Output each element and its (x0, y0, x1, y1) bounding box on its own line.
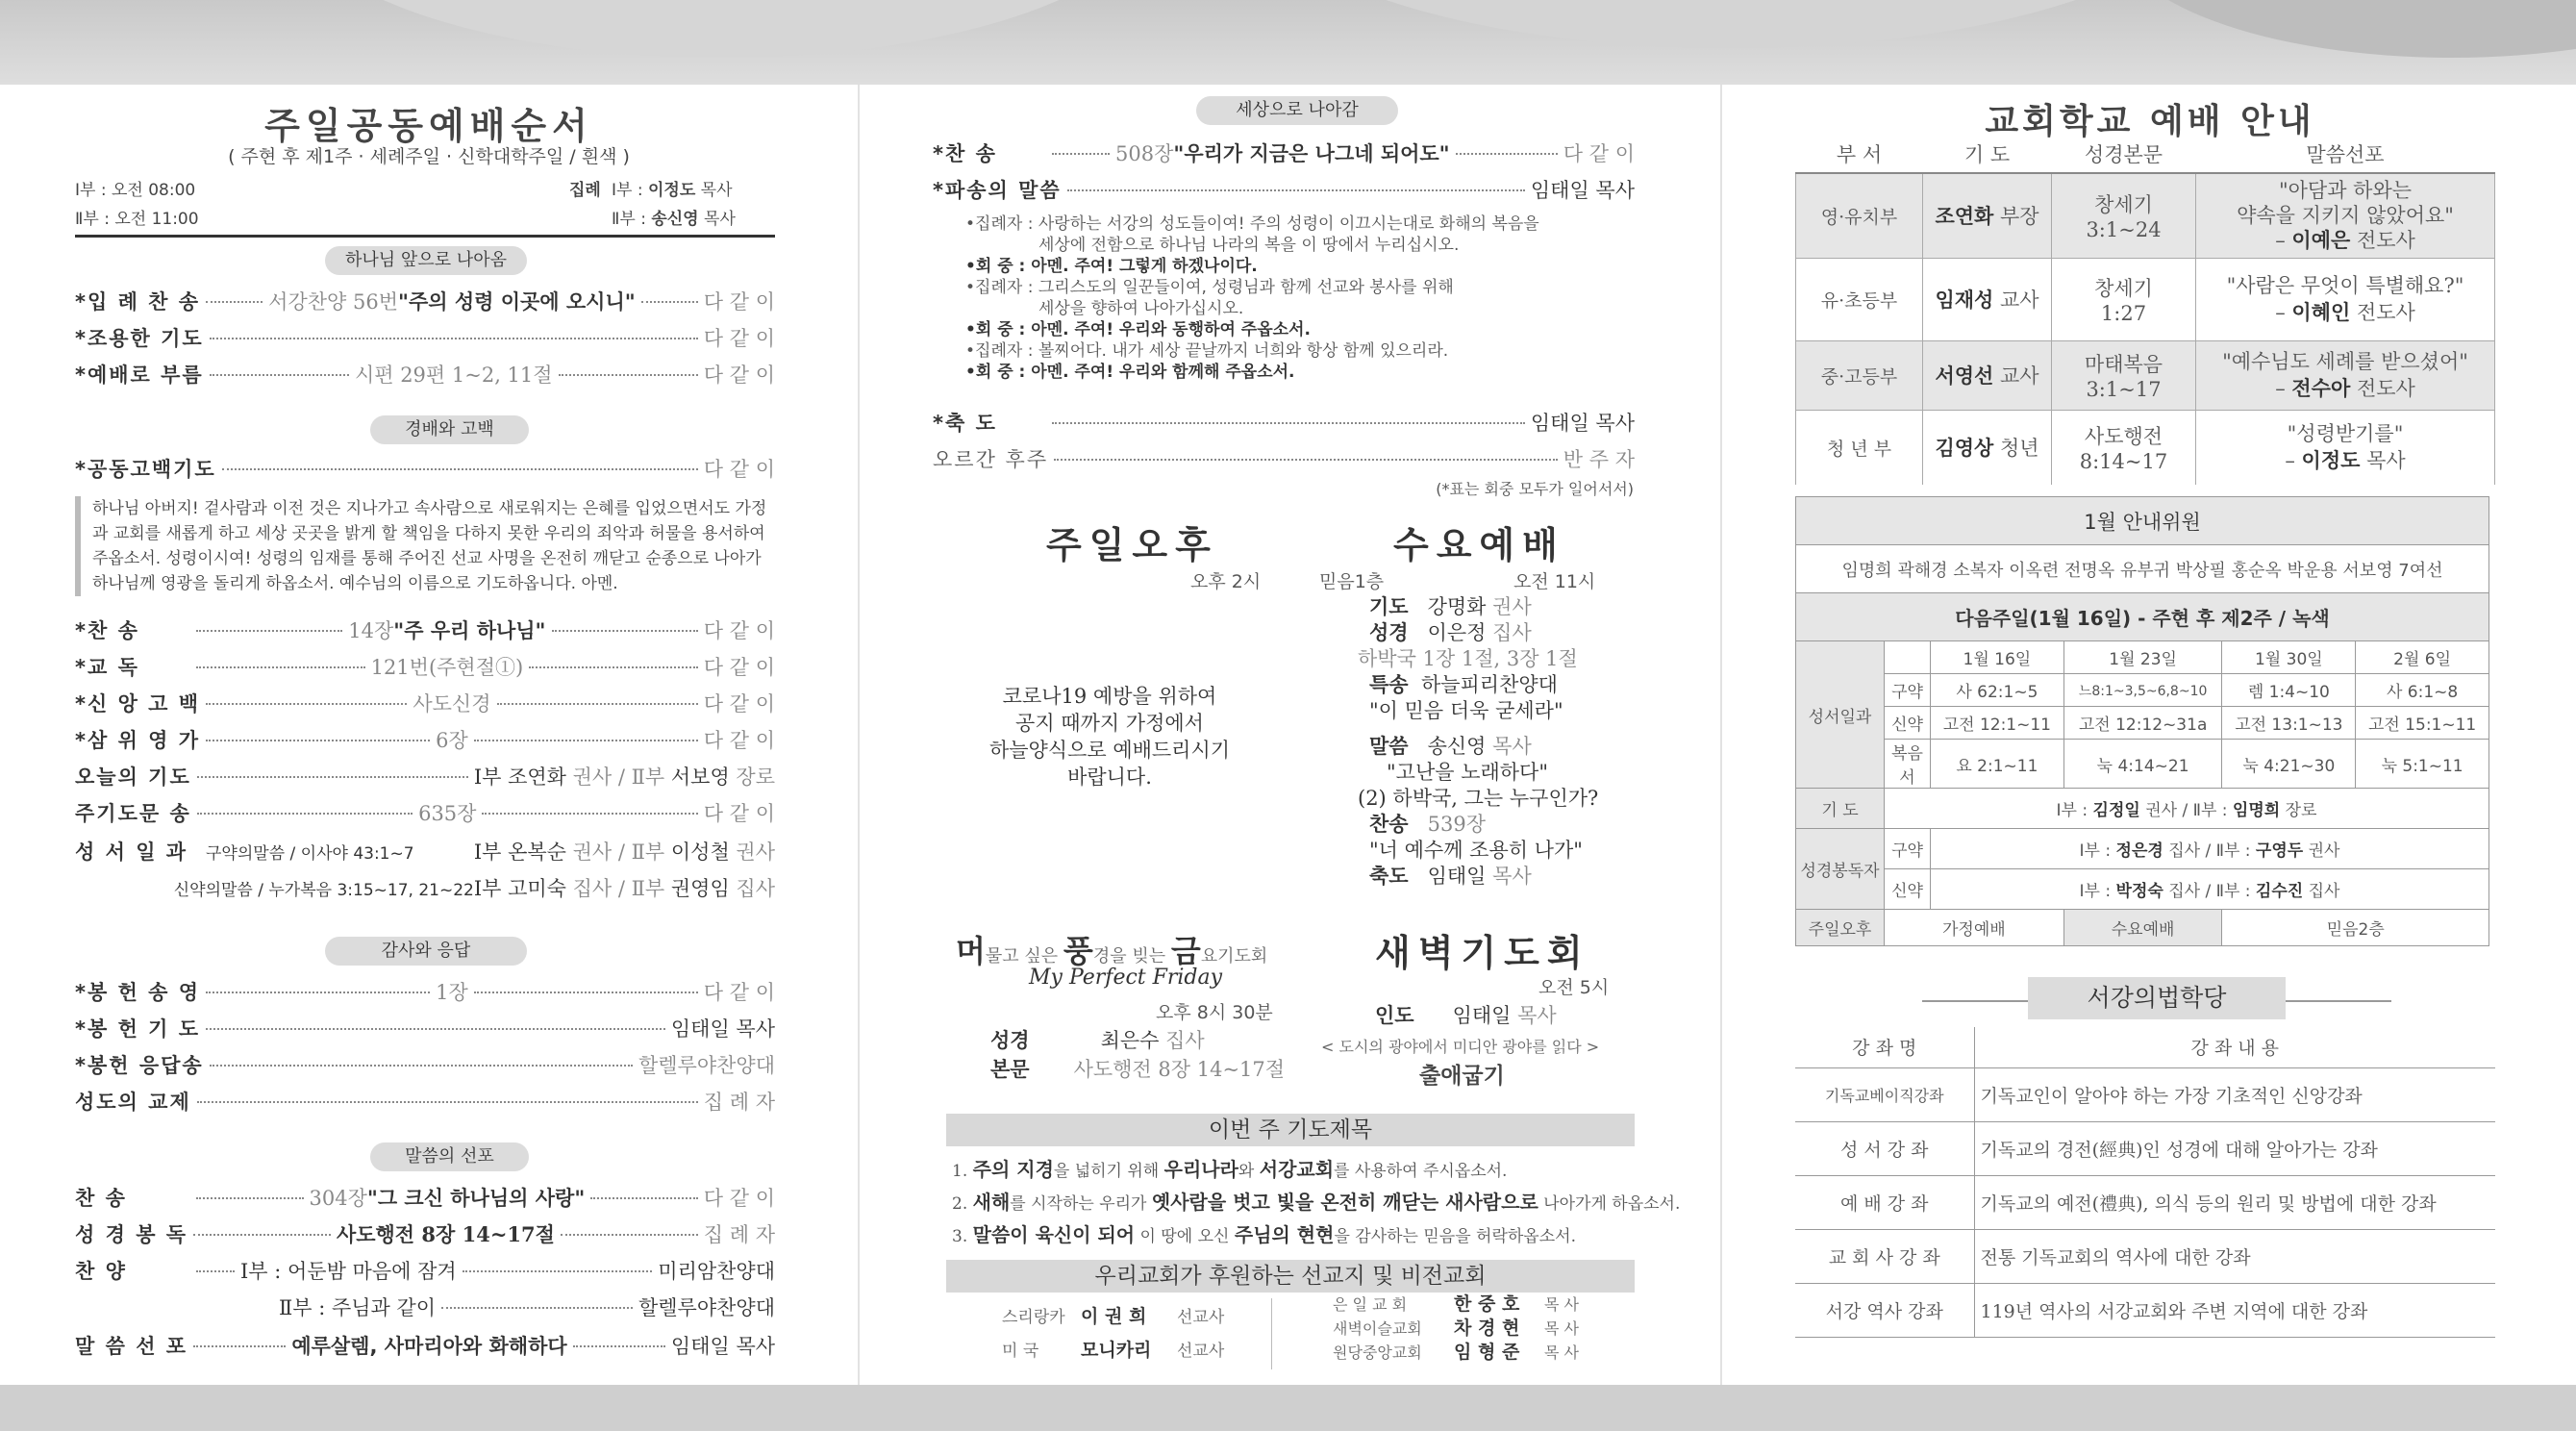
order-row-offering-hymn (75, 977, 775, 1006)
table-row: 예 배 강 좌 기독교의 예전(禮典), 의식 등의 원리 및 방법에 대한 강좌 (1795, 1175, 2495, 1229)
service2-time: Ⅱ부 : 오전 11:00 (75, 210, 199, 229)
order-row-praise (75, 1256, 775, 1285)
leader-dots (573, 1345, 665, 1347)
leader-dots (197, 813, 413, 815)
table-row: 구약 사 62:1~5 느8:1~3,5~6,8~10 렘 1:4~10 사 6:1~8 (1796, 674, 2489, 707)
row-end: 임태일 목사 (670, 1335, 776, 1358)
wednesday-time: 오전 11시 (1513, 571, 1596, 592)
friday-text: 본문 사도행전 8장 14~17절 (990, 1058, 1286, 1081)
wed-hymn-title: "너 예수께 조용히 나가" (1369, 839, 1583, 862)
wed-prayer: 기도 강명화 권사 (1369, 595, 1532, 618)
order-row-postlude (933, 444, 1635, 473)
leader-dots (474, 992, 698, 993)
row-end: 다 같 이 (703, 619, 775, 642)
school-title: 교회학교 예배 안내 (1985, 102, 2315, 141)
leader-dots (210, 1065, 633, 1067)
wed-sermon-sub: (2) 하박국, 그는 누구인가? (1358, 787, 1599, 810)
wednesday-details (1348, 594, 1598, 890)
section-pill-worship: 경배와 고백 (370, 415, 529, 444)
table-header: 부 서 기 도 성경본문 말씀선포 (1796, 135, 2495, 173)
wed-special-song: 특송 하늘피리찬양대 (1369, 673, 1558, 696)
school2-rule-right (2286, 1000, 2391, 1002)
order-row-today-prayer (75, 762, 775, 791)
sending-dialogue (965, 213, 1539, 383)
row-label: 성 경 봉 독 (75, 1223, 188, 1246)
table-row: 임명희 곽해경 소복자 이옥련 전명옥 유부귀 박상필 홍순옥 박운용 서보영 7여선 (1796, 545, 2489, 593)
row-end: 할렐루야찬양대 (638, 1054, 775, 1077)
leader-dots (1067, 189, 1525, 191)
row-label: 성도의 교제 (75, 1091, 191, 1114)
dawn-time: 오전 5시 (1538, 977, 1610, 998)
row-end: 다 같 이 (703, 981, 775, 1004)
row-label: *봉 헌 기 도 (75, 1017, 201, 1041)
wed-hymn: 찬송 539장 (1369, 813, 1486, 836)
table-row: 중·고등부 서영선 교사 마태복음 3:1~17 "예수님도 세례를 받으셨어" – 전수아 전도사 (1796, 340, 2495, 410)
row-end: 임태일 목사 (1530, 179, 1635, 202)
friday-bible: 성경 최은수 집사 (990, 1029, 1205, 1052)
school2-rule-left (1922, 1000, 2028, 1002)
leader1 (612, 176, 733, 200)
mission-item: 새벽이슬교회 차 경 현 목 사 (1333, 1318, 1579, 1339)
section-pill-going-out: 세상으로 나아감 (1196, 96, 1398, 125)
leader-dots (206, 1028, 665, 1030)
row-label: *파송의 말씀 (933, 179, 1062, 202)
order-row-closing-hymn (933, 138, 1635, 167)
order-row-hymn-2 (75, 1183, 775, 1212)
row-label: *입 례 찬 송 (75, 290, 201, 314)
row-value: 1장 (436, 981, 468, 1004)
leader-dots (210, 338, 698, 339)
row-end: 미리암찬양대 (658, 1260, 775, 1283)
row-value: 서강찬양 56번 (268, 290, 398, 314)
table-row: 영·유치부 조연화 부장 창세기 3:1~24 "아담과 하와는 약속을 지키지 않았어요" – 이예은 전도사 (1796, 173, 2495, 258)
row-end: 다 같 이 (703, 290, 776, 314)
order-row-responsive-reading (75, 652, 775, 681)
table-row: 1월 안내위원 (1796, 497, 2489, 545)
leader-dots (441, 1307, 633, 1309)
leader-dots (1052, 153, 1110, 155)
info-table (1795, 496, 2489, 946)
table-row: 성경봉독자 구약 Ⅰ부 : 정은경 집사 / Ⅱ부 : 구영두 권사 (1796, 829, 2489, 869)
row-label: *조용한 기도 (75, 327, 204, 350)
row-end: 다 같 이 (703, 1187, 776, 1210)
dawn-book: 출애굽기 (1419, 1064, 1505, 1089)
dialogue-line: •회 중 : 아멘. 주여! 그렇게 하겠나이다. (965, 257, 1258, 276)
leader-dots (474, 740, 698, 741)
dialogue-line: 세상에 전함으로 하나님 나라의 복을 이 땅에서 누리십시오. (1038, 236, 1460, 255)
row-label: 찬 양 (75, 1260, 127, 1283)
row-label: *삼 위 영 가 (75, 729, 201, 752)
leader2-name: 송신영 (651, 210, 699, 229)
order-row-fellowship (75, 1087, 775, 1116)
mission-item: 은 일 교 회 한 중 호 목 사 (1333, 1293, 1579, 1315)
row-value: 508장 (1115, 142, 1174, 165)
wave-decoration (2115, 0, 2576, 58)
leader-dots (196, 1197, 304, 1199)
table-row: 기독교베이직강좌 기독교인이 알아야 하는 가장 기초적인 신앙강좌 (1795, 1067, 2495, 1121)
row-end: 다 같 이 (703, 364, 775, 387)
order-row-call-to-worship (75, 360, 775, 389)
order-row-trinity-hymn (75, 725, 775, 754)
table-row: 신약 고전 12:1~11 고전 12:12~31a 고전 13:1~13 고전 15:1~11 (1796, 707, 2489, 740)
row-value: 사도신경 (413, 692, 491, 716)
row-end: Ⅰ부 조연화 권사 / Ⅱ부 서보영 장로 (473, 766, 775, 789)
row-label: 주기도문 송 (75, 802, 191, 825)
row-value-bold: "그 크신 하나님의 사랑" (366, 1186, 586, 1210)
row-label: *찬 송 (75, 619, 139, 642)
row-label: 오르간 후주 (933, 448, 1049, 471)
row-label: 말 씀 선 포 (75, 1335, 188, 1358)
friday-subtitle: My Perfect Friday (1029, 966, 1223, 990)
table-header: 강 좌 명 강 좌 내 용 (1795, 1027, 2495, 1067)
row-end: 할렐루야찬양대 (638, 1296, 775, 1319)
section-pill-approach: 하나님 앞으로 나아옴 (325, 246, 527, 275)
row-label: *예배로 부름 (75, 364, 204, 387)
leader-dots (482, 813, 697, 815)
row-label: 오늘의 기도 (75, 766, 191, 789)
leader-dots (1052, 422, 1525, 424)
row-end: 임태일 목사 (670, 1017, 775, 1041)
table-row: 복음서 요 2:1~11 눅 4:14~21 눅 4:21~30 눅 5:1~11 (1796, 740, 2489, 789)
friday-title: 머물고 싶은 풍경을 빚는 금요기도회 (956, 933, 1268, 969)
confession-prayer-text: 하나님 아버지! 겉사람과 이전 것은 지나가고 속사람으로 새로워지는 은혜를 입었으면서도 가정과 교회를 새롭게 하고 세상 곳곳을 밝게 할 책임을 다하지 못한 우리의 죄악과 허물을 용서하여 주옵소서. 성령이시여! 성령의 임재를 통해 주어진 선교 사명을 온전히 깨닫고 순종으로 나아가 하나님께 영광을 돌리게 하옵소서. 예수님의 이름으로 기도하옵니다. 아멘. (75, 496, 777, 596)
afternoon-time: 오후 2시 (1190, 571, 1262, 592)
leader2 (612, 205, 736, 229)
row-end: 다 같 이 (703, 458, 775, 481)
wednesday-place: 믿음1층 (1319, 571, 1385, 592)
row-label: 성 서 일 과 (75, 841, 188, 864)
program-panel (858, 85, 1720, 1385)
prayer-topic: 1. 주의 지경을 넓히기 위해 우리나라와 서강교회를 사용하여 주시옵소서. (952, 1158, 1508, 1181)
mission-left-list (1002, 1300, 1224, 1368)
table-row: 서강 역사 강좌 119년 역사의 서강교회와 주변 지역에 대한 강좌 (1795, 1283, 2495, 1337)
wave-decoration (1250, 0, 2212, 48)
header-rule (75, 235, 775, 238)
afternoon-message: 코로나19 예방을 위하여 공지 때까지 가정에서 하늘양식으로 예배드리시기 바랍니다. (988, 685, 1231, 789)
table-row: 교 회 사 강 좌 전통 기독교회의 역사에 대한 강좌 (1795, 1229, 2495, 1283)
row-end: 다 같 이 (703, 656, 775, 679)
section-pill-thanks: 감사와 응답 (325, 937, 527, 966)
leader-dots (193, 1345, 286, 1347)
row-end: 집 례 자 (703, 1091, 775, 1114)
leader2-prefix: Ⅱ부 : (612, 210, 652, 229)
dialogue-line: •집례자 : 볼찌어다. 내가 세상 끝날까지 너희와 항상 함께 있으리라. (965, 341, 1449, 361)
mission-item: 미 국 모니카리 선교사 (1002, 1340, 1225, 1361)
order-row-silent-prayer (75, 323, 775, 352)
leader-dots (193, 1234, 331, 1236)
row-value: 시편 29편 1~2, 11절 (354, 364, 553, 387)
mission-divider (1271, 1298, 1272, 1369)
leader-dots (552, 630, 698, 632)
order-row-praise-2 (279, 1293, 775, 1321)
row-value-bold: "우리가 지금은 나그네 되어도" (1173, 141, 1450, 165)
leader-dots (1456, 153, 1558, 155)
dawn-subtitle: < 도시의 광야에서 미디안 광야를 읽다 > (1321, 1038, 1600, 1056)
dialogue-line: •회 중 : 아멘. 주여! 우리와 함께해 주옵소서. (965, 363, 1295, 382)
service1-time: Ⅰ부 : 오전 08:00 (75, 181, 196, 200)
leader1-name: 이정도 (647, 181, 696, 200)
row-value: 304장 (309, 1187, 367, 1210)
table-row: 청 년 부 김영상 청년 사도행전 8:14~17 "성령받기를" – 이정도 목사 (1796, 410, 2495, 485)
row-label: *교 독 (75, 656, 139, 679)
order-row-scripture-1 (75, 837, 775, 866)
scripture-ot: 구약의말씀 / 이사야 43:1~7 (206, 844, 414, 864)
row-label: *봉헌 응답송 (75, 1054, 204, 1077)
order-row-sermon (75, 1331, 775, 1360)
row-label: *찬 송 (933, 142, 997, 165)
prayer-topics-list (952, 1154, 1680, 1252)
leader1-title: 목사 (700, 181, 733, 200)
row-value-bold: "주의 성령 이곳에 오시니" (398, 289, 636, 314)
mission-item: 원당중앙교회 임 형 준 목 사 (1333, 1342, 1579, 1363)
order-row-sending-word (933, 175, 1635, 204)
leader-dots (463, 1270, 653, 1272)
bottom-decorative-band (0, 1385, 2576, 1431)
worship-order-panel (0, 85, 858, 1385)
leader-dots (206, 740, 430, 741)
table-row: 신약 Ⅰ부 : 박정숙 집사 / Ⅱ부 : 김수진 집사 (1796, 869, 2489, 910)
mission-item: 스리랑카 이 권 희 선교사 (1002, 1306, 1225, 1327)
leader-dots (559, 374, 698, 376)
row-value: 6장 (436, 729, 468, 752)
wed-bible: 성경 이은정 집사 (1369, 621, 1532, 644)
leader-dots (196, 666, 365, 668)
leader-dots (196, 1270, 235, 1272)
row-label: *봉 헌 송 영 (75, 981, 201, 1004)
leader-dots (497, 703, 698, 705)
row-label: 찬 송 (75, 1187, 127, 1210)
page-subtitle: ( 주현 후 제1주 · 세례주일 · 신학대학주일 / 흰색 ) (228, 146, 630, 167)
leader-dots (561, 1234, 698, 1236)
leader1-prefix: Ⅰ부 : (612, 181, 648, 200)
row-end: 다 같 이 (703, 802, 775, 825)
order-row-confession (75, 454, 775, 483)
row-end: Ⅰ부 온복순 권사 / Ⅱ부 이성철 권사 (473, 841, 775, 864)
leader2-title: 목사 (704, 210, 736, 229)
prayer-topics-bar: 이번 주 기도제목 (946, 1114, 1635, 1146)
leader-dots (197, 776, 468, 778)
standing-note: (*표는 회중 모두가 일어서서) (1436, 480, 1634, 498)
mission-right-list (1333, 1293, 1579, 1365)
row-value-bold: "주 우리 하나님" (393, 618, 546, 642)
school-table (1795, 135, 2495, 485)
wednesday-title: 수요예배 (1393, 524, 1565, 566)
leader-dots (206, 703, 407, 705)
leader-dots (641, 301, 698, 303)
friday-time: 오후 8시 30분 (1156, 1002, 1273, 1023)
scripture-nt: 신약의말씀 / 누가복음 3:15~17, 21~22 (173, 881, 474, 900)
leader-dots (206, 301, 263, 303)
order-row-lords-prayer (75, 798, 775, 827)
row-value: Ⅱ부 : 주님과 같이 (279, 1296, 437, 1319)
dawn-title: 새벽기도회 (1375, 932, 1590, 974)
dialogue-line: •집례자 : 사랑하는 서강의 성도들이여! 주의 성령이 이끄시는대로 화해의 복음을 (965, 214, 1539, 234)
mission-bar: 우리교회가 후원하는 선교지 및 비전교회 (946, 1260, 1635, 1293)
dawn-leader: 인도 임태일 목사 (1375, 1004, 1557, 1027)
order-row-offering-response (75, 1050, 775, 1079)
leader-dots (196, 630, 342, 632)
order-row-bible-reading (75, 1219, 775, 1248)
order-row-scripture-2 (75, 873, 775, 902)
page-title: 주일공동예배순서 (264, 105, 593, 147)
row-end: 다 같 이 (703, 692, 775, 716)
leader-dots (206, 992, 430, 993)
courses-table (1795, 1027, 2495, 1338)
section-pill-word: 말씀의 선포 (370, 1142, 529, 1171)
row-value: 635장 (418, 802, 477, 825)
row-end: Ⅰ부 고미숙 집사 / Ⅱ부 권영임 집사 (473, 877, 775, 900)
row-value: 121번(주현절①) (370, 656, 524, 679)
prayer-topic: 3. 말씀이 육신이 되어 이 땅에 오신 주님의 현현을 감사하는 믿음을 허락하옵소서. (952, 1223, 1576, 1246)
row-label: *신 앙 고 백 (75, 692, 201, 716)
dialogue-line: •집례자 : 그리스도의 일꾼들이여, 성령님과 함께 선교와 봉사를 위해 (965, 278, 1454, 297)
table-row: 성 서 강 좌 기독교의 경전(經典)인 성경에 대해 알아가는 강좌 (1795, 1121, 2495, 1175)
row-label: *공동고백기도 (75, 458, 216, 481)
order-row-entrance-hymn (75, 287, 775, 315)
dialogue-line: •회 중 : 아멘. 주여! 우리와 동행하여 주옵소서. (965, 320, 1311, 339)
leader-dots (210, 374, 349, 376)
row-end: 다 같 이 (703, 729, 775, 752)
table-row: 유·초등부 임재성 교사 창세기 1:27 "사람은 무엇이 특별해요?" – 이혜인 전도사 (1796, 258, 2495, 340)
order-row-benediction (933, 408, 1635, 437)
wed-bible-verse: 하박국 1장 1절, 3장 1절 (1358, 647, 1578, 670)
table-row: 성서일과 1월 16일 1월 23일 1월 30일 2월 6일 (1796, 641, 2489, 674)
sermon-title: 예루살렘, 사마리아와 화해하다 (291, 1335, 567, 1358)
order-row-offering-prayer (75, 1014, 775, 1042)
leader-label: 집례 (569, 181, 601, 200)
row-end: 임태일 목사 (1530, 412, 1635, 435)
table-row: 기 도 Ⅰ부 : 김정일 권사 / Ⅱ부 : 임명희 장로 (1796, 789, 2489, 829)
row-value: Ⅰ부 : 어둔밤 마음에 잠겨 (240, 1260, 457, 1283)
table-row: 다음주일(1월 16일) - 주현 후 제2주 / 녹색 (1796, 593, 2489, 641)
row-value-bold: 사도행전 8장 14~17절 (336, 1222, 555, 1246)
order-row-hymn (75, 615, 775, 644)
row-value: 14장 (348, 619, 394, 642)
wed-benediction: 축도 임태일 목사 (1369, 865, 1532, 888)
leader-dots (529, 666, 698, 668)
wed-song-title: "이 믿음 더욱 굳세라" (1369, 699, 1563, 722)
wave-decoration (288, 0, 1154, 58)
leader-dots (197, 1101, 698, 1103)
school2-title: 서강의법학당 (2028, 977, 2286, 1019)
leader-dots (590, 1197, 698, 1199)
prayer-topic: 2. 새해를 시작하는 우리가 옛사람을 벗고 빛을 온전히 깨닫는 새사람으로 나아가게 하옵소서. (952, 1191, 1681, 1214)
row-end: 다 같 이 (1563, 142, 1635, 165)
church-school-panel (1720, 85, 2576, 1385)
order-row-creed (75, 689, 775, 717)
leader-dots (222, 468, 698, 470)
row-end: 반 주 자 (1563, 448, 1635, 471)
top-decorative-band (0, 0, 2576, 85)
row-end: 다 같 이 (703, 327, 775, 350)
dialogue-line: 세상을 향하여 나아가십시오. (1038, 299, 1244, 318)
wed-sermon-title: "고난을 노래하다" (1387, 761, 1548, 784)
row-end: 집 례 자 (703, 1223, 776, 1246)
afternoon-title: 주일오후 (1046, 524, 1218, 566)
row-label: *축 도 (933, 412, 997, 435)
table-row: 주일오후 가정예배 수요예배 믿음2층 (1796, 910, 2489, 946)
leader-dots (1054, 459, 1558, 461)
wed-sermon: 말씀 송신영 목사 (1369, 735, 1532, 758)
